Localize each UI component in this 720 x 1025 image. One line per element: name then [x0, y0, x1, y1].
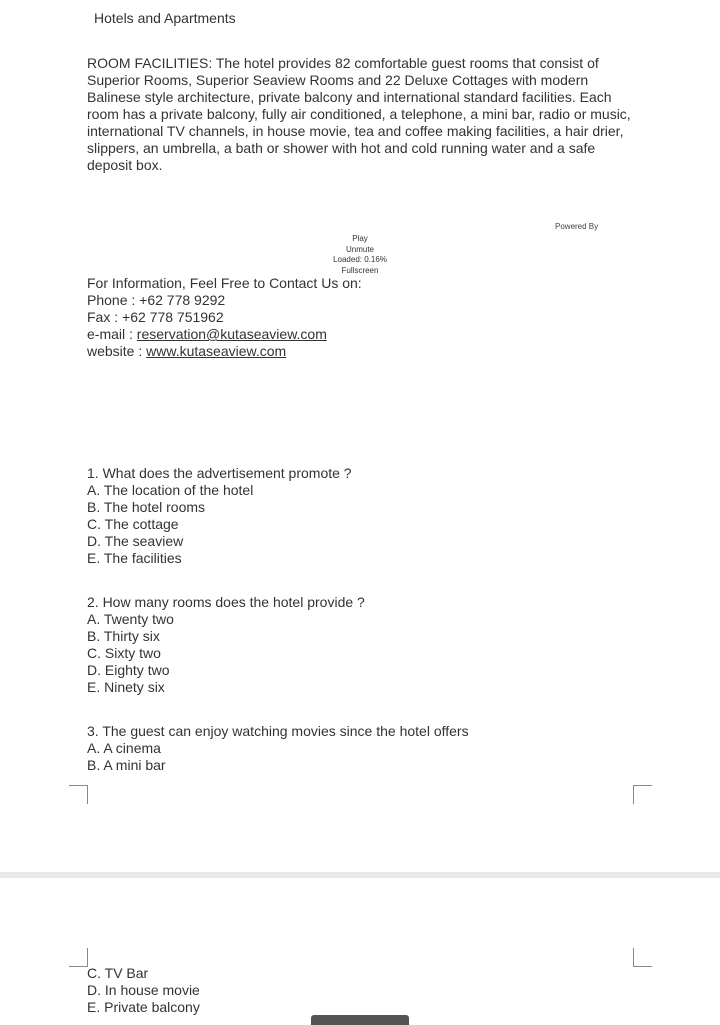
option: B. Thirty six — [87, 628, 160, 644]
website-link[interactable]: www.kutaseaview.com — [146, 343, 287, 359]
question-1 — [87, 465, 352, 567]
crop-mark-icon — [633, 785, 652, 804]
powered-by-label: Powered By — [555, 222, 599, 231]
option: D. In house movie — [87, 982, 200, 998]
contact-block — [87, 275, 362, 360]
unmute-button[interactable]: Unmute — [345, 244, 374, 254]
option: A. Twenty two — [87, 611, 174, 627]
website-label: website : — [87, 343, 147, 359]
crop-mark-icon — [69, 785, 88, 804]
bottom-toolbar-handle[interactable] — [311, 1015, 409, 1025]
loaded-status: Loaded: 0.16% — [333, 255, 387, 264]
option: A. The location of the hotel — [87, 482, 254, 498]
question-text: 3. The guest can enjoy watching movies since the hotel offers — [87, 723, 469, 739]
fax-value: +62 778 751962 — [122, 309, 224, 325]
question-2 — [87, 594, 365, 696]
media-player-controls — [320, 234, 400, 276]
phone-label: Phone : — [87, 292, 140, 308]
option: C. Sixty two — [87, 645, 161, 661]
play-button[interactable]: Play — [352, 234, 368, 243]
question-3 — [87, 723, 469, 774]
email-label: e-mail : — [87, 326, 137, 342]
phone-line — [87, 292, 362, 309]
option: A. A cinema — [87, 740, 161, 756]
crop-mark-icon — [633, 948, 652, 967]
option: D. Eighty two — [87, 662, 170, 678]
option: C. TV Bar — [87, 965, 149, 981]
page-separator — [0, 872, 720, 878]
option: E. Ninety six — [87, 679, 165, 695]
fullscreen-button[interactable]: Fullscreen — [341, 265, 379, 275]
email-line — [87, 326, 362, 343]
option: E. The facilities — [87, 550, 182, 566]
option: E. Private balcony — [87, 999, 200, 1015]
question-text: 2. How many rooms does the hotel provide ? — [87, 594, 365, 610]
option: B. The hotel rooms — [87, 499, 206, 515]
option: B. A mini bar — [87, 757, 166, 773]
crop-mark-icon — [69, 948, 88, 967]
email-link[interactable]: reservation@kutaseaview.com — [136, 326, 327, 342]
fax-line — [87, 309, 362, 326]
website-line — [87, 343, 362, 360]
question-text: 1. What does the advertisement promote ? — [87, 465, 352, 481]
room-facilities-paragraph: ROOM FACILITIES: The hotel provides 82 comfortable guest rooms that consist of Superior Rooms, Superior Seaview Rooms and 22 Deluxe Cottages with modern Balinese style architecture, private balcony and international standard facilities. Each room has a private balcony, fully air conditioned, a telephone, a mini bar, radio or music, international TV channels, in house movie, tea and coffee making facilities, a hair drier, slippers, an umbrella, a bath or shower with hot and cold running water and a safe deposit box. — [87, 55, 631, 173]
phone-value: +62 778 9292 — [139, 292, 226, 308]
page-title: Hotels and Apartments — [94, 10, 236, 26]
fax-label: Fax : — [87, 309, 123, 325]
contact-heading: For Information, Feel Free to Contact Us on: — [87, 275, 362, 291]
question-3-continued — [87, 965, 200, 1016]
option: D. The seaview — [87, 533, 184, 549]
option: C. The cottage — [87, 516, 179, 532]
